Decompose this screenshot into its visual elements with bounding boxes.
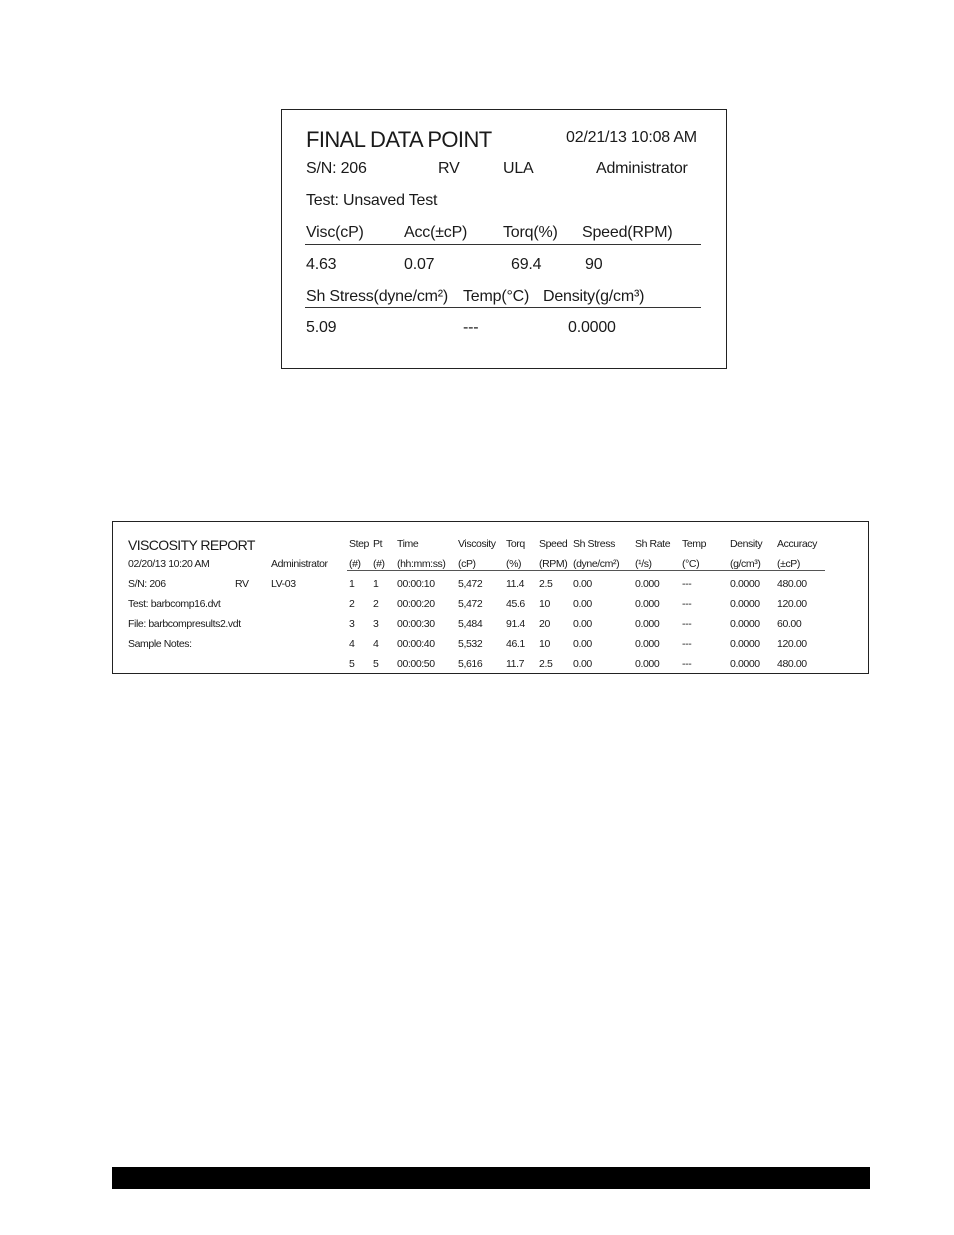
vr-notes: Sample Notes: xyxy=(128,638,192,650)
vr-table-cell: 1 xyxy=(373,578,379,590)
fdp-value-torq: 69.4 xyxy=(511,256,542,273)
vr-table-cell: 11.4 xyxy=(506,578,525,590)
fdp-model: RV xyxy=(438,160,460,177)
vr-table-cell: --- xyxy=(682,638,692,650)
vr-col-unit: (%) xyxy=(506,558,522,570)
vr-table-cell: 0.00 xyxy=(573,658,592,670)
fdp-header-density: Density(g/cm³) xyxy=(543,288,645,305)
vr-model: RV xyxy=(235,578,249,590)
vr-table-cell: 11.7 xyxy=(506,658,525,670)
vr-table-cell: 2.5 xyxy=(539,658,553,670)
vr-col-header: Pt xyxy=(373,538,383,550)
fdp-value-temp: --- xyxy=(463,319,479,336)
vr-col-unit: (±cP) xyxy=(777,558,801,570)
vr-table-cell: 0.000 xyxy=(635,598,660,610)
fdp-value-acc: 0.07 xyxy=(404,256,435,273)
fdp-spindle: ULA xyxy=(503,160,534,177)
vr-table-cell: 0.000 xyxy=(635,578,660,590)
vr-table-cell: 120.00 xyxy=(777,638,807,650)
vr-table-cell: 45.6 xyxy=(506,598,525,610)
vr-table-cell: 1 xyxy=(349,578,355,590)
vr-spindle: LV-03 xyxy=(271,578,296,590)
vr-table-cell: 2 xyxy=(373,598,379,610)
vr-table-cell: 10 xyxy=(539,598,550,610)
vr-col-unit: (hh:mm:ss) xyxy=(397,558,446,570)
vr-table-cell: 46.1 xyxy=(506,638,525,650)
vr-table-cell: 20 xyxy=(539,618,550,630)
vr-col-header: Sh Stress xyxy=(573,538,615,550)
vr-table-cell: 4 xyxy=(373,638,379,650)
fdp-title: FINAL DATA POINT xyxy=(306,127,492,152)
vr-table-cell: --- xyxy=(682,618,692,630)
vr-col-header: Step xyxy=(349,538,369,550)
vr-table-cell: 3 xyxy=(349,618,355,630)
vr-table-cell: 00:00:10 xyxy=(397,578,435,590)
vr-table-cell: 10 xyxy=(539,638,550,650)
vr-table-cell: --- xyxy=(682,658,692,670)
vr-table-cell: 5 xyxy=(373,658,379,670)
vr-table-cell: 0.00 xyxy=(573,578,592,590)
vr-table-cell: 0.000 xyxy=(635,638,660,650)
vr-table-cell: 2 xyxy=(349,598,355,610)
vr-table-cell: 00:00:30 xyxy=(397,618,435,630)
vr-file: File: barbcompresults2.vdt xyxy=(128,618,241,630)
vr-col-unit: (dyne/cm²) xyxy=(573,558,620,570)
vr-col-header: Torq xyxy=(506,538,525,550)
vr-table-cell: 5,484 xyxy=(458,618,483,630)
fdp-header-visc: Visc(cP) xyxy=(306,224,364,241)
vr-serial: S/N: 206 xyxy=(128,578,166,590)
vr-col-unit: (RPM) xyxy=(539,558,568,570)
vr-table-cell: 0.0000 xyxy=(730,618,760,630)
vr-table-cell: 2.5 xyxy=(539,578,553,590)
vr-col-unit: (#) xyxy=(373,558,385,570)
footer-bar xyxy=(112,1167,870,1189)
vr-col-header: Time xyxy=(397,538,419,550)
vr-table-cell: 4 xyxy=(349,638,355,650)
vr-col-unit: (cP) xyxy=(458,558,476,570)
vr-table-cell: --- xyxy=(682,598,692,610)
fdp-value-shstress: 5.09 xyxy=(306,319,337,336)
vr-col-header: Viscosity xyxy=(458,538,496,550)
fdp-serial: S/N: 206 xyxy=(306,160,367,177)
fdp-test: Test: Unsaved Test xyxy=(306,192,438,209)
vr-table-cell: 0.000 xyxy=(635,618,660,630)
vr-col-unit: (#) xyxy=(349,558,361,570)
fdp-header-torq: Torq(%) xyxy=(503,224,558,241)
fdp-divider-1 xyxy=(305,244,701,245)
vr-table-cell: 0.0000 xyxy=(730,638,760,650)
vr-table-cell: 0.0000 xyxy=(730,598,760,610)
vr-table-cell: 00:00:20 xyxy=(397,598,435,610)
fdp-header-speed: Speed(RPM) xyxy=(582,224,673,241)
vr-table-cell: 5 xyxy=(349,658,355,670)
vr-table-cell: 5,472 xyxy=(458,598,483,610)
vr-col-unit: (¹/s) xyxy=(635,558,652,570)
vr-col-header: Density xyxy=(730,538,763,550)
vr-table-cell: 5,616 xyxy=(458,658,483,670)
vr-col-header: Sh Rate xyxy=(635,538,671,550)
fdp-datetime: 02/21/13 10:08 AM xyxy=(566,129,697,146)
vr-test: Test: barbcomp16.dvt xyxy=(128,598,221,610)
vr-table-cell: 480.00 xyxy=(777,578,807,590)
vr-user: Administrator xyxy=(271,558,328,570)
vr-title: VISCOSITY REPORT xyxy=(128,537,255,553)
vr-col-header: Speed xyxy=(539,538,568,550)
vr-table-cell: 0.00 xyxy=(573,638,592,650)
final-data-point-panel xyxy=(281,109,727,369)
vr-table-cell: 5,472 xyxy=(458,578,483,590)
vr-table-cell: 0.0000 xyxy=(730,578,760,590)
vr-datetime: 02/20/13 10:20 AM xyxy=(128,558,210,570)
vr-table-cell: 3 xyxy=(373,618,379,630)
vr-table-cell: --- xyxy=(682,578,692,590)
vr-table-cell: 91.4 xyxy=(506,618,525,630)
vr-header-divider xyxy=(347,570,825,571)
vr-table-cell: 0.00 xyxy=(573,598,592,610)
vr-table-cell: 00:00:50 xyxy=(397,658,435,670)
vr-table-cell: 120.00 xyxy=(777,598,807,610)
fdp-header-temp: Temp(°C) xyxy=(463,288,530,305)
fdp-value-density: 0.0000 xyxy=(568,319,616,336)
vr-table-cell: 0.0000 xyxy=(730,658,760,670)
fdp-value-speed: 90 xyxy=(585,256,603,273)
vr-table-cell: 0.000 xyxy=(635,658,660,670)
fdp-header-shstress: Sh Stress(dyne/cm²) xyxy=(306,288,449,305)
vr-table-cell: 5,532 xyxy=(458,638,483,650)
fdp-divider-2 xyxy=(305,307,701,308)
fdp-header-acc: Acc(±cP) xyxy=(404,224,468,241)
viscosity-report-panel xyxy=(112,521,869,674)
vr-col-header: Accuracy xyxy=(777,538,817,550)
vr-table-cell: 00:00:40 xyxy=(397,638,435,650)
fdp-value-visc: 4.63 xyxy=(306,256,337,273)
vr-table-cell: 60.00 xyxy=(777,618,802,630)
vr-table-cell: 480.00 xyxy=(777,658,807,670)
vr-col-header: Temp xyxy=(682,538,707,550)
vr-col-unit: (°C) xyxy=(682,558,700,570)
vr-col-unit: (g/cm³) xyxy=(730,558,761,570)
fdp-user: Administrator xyxy=(596,160,688,177)
vr-table-cell: 0.00 xyxy=(573,618,592,630)
